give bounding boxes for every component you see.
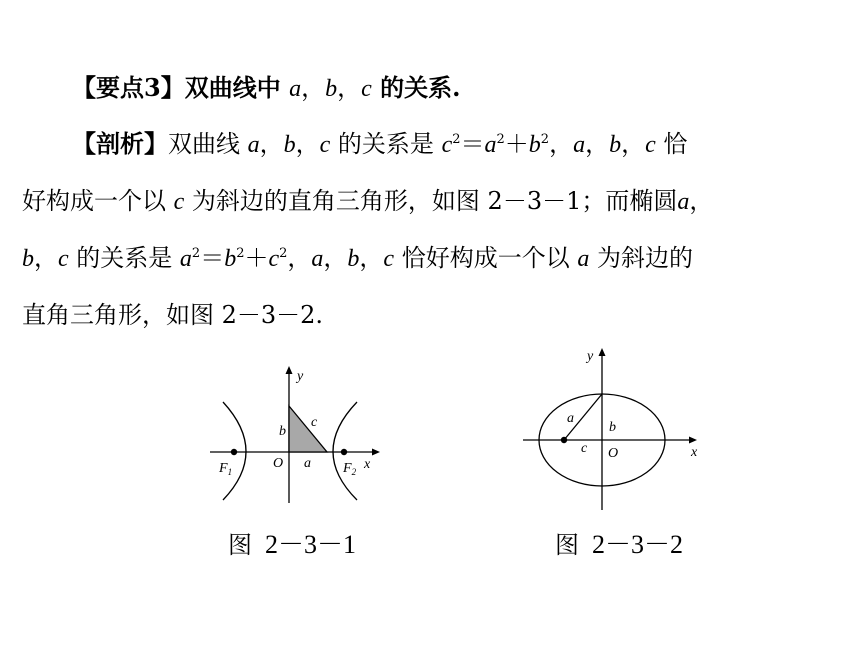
analysis-line-2 xyxy=(22,186,713,217)
y-label: y xyxy=(297,369,304,384)
separator: ， xyxy=(259,130,284,158)
y-label: y xyxy=(587,349,594,364)
analysis-heading: 【剖析】 xyxy=(72,129,168,158)
focus xyxy=(561,437,567,443)
figure2-caption xyxy=(555,530,683,560)
f1-label: $F_1$ xyxy=(219,461,233,477)
var-c: c xyxy=(645,132,656,158)
x-label: x xyxy=(691,445,698,460)
var-b: b xyxy=(22,246,34,272)
caption-prefix: 图 xyxy=(228,531,252,559)
var-c: c xyxy=(361,76,372,102)
b-label: b xyxy=(609,420,616,435)
focus-f2 xyxy=(341,449,347,455)
separator: ， xyxy=(359,244,384,272)
var-a: a xyxy=(289,76,302,102)
b-label: b xyxy=(279,424,286,439)
caption-prefix: 图 xyxy=(555,531,579,559)
var-a: a xyxy=(577,246,590,272)
analysis-line-4 xyxy=(22,300,323,330)
var-b: b xyxy=(609,132,622,158)
var-c: c xyxy=(383,246,395,272)
separator: ， xyxy=(689,187,714,215)
point-heading: 【要点3】双曲线中 xyxy=(72,73,290,102)
x-axis-arrow xyxy=(689,437,697,444)
text: 为斜边的直角三角形，如图 2－3－1；而椭圆 xyxy=(184,187,678,215)
c-label: c xyxy=(581,441,588,456)
var-c: c xyxy=(58,246,69,272)
point-tail: 的关系. xyxy=(371,73,461,102)
separator: ， xyxy=(585,130,610,158)
var-c: c xyxy=(319,132,331,158)
point-heading-line xyxy=(72,73,460,104)
text: 的关系是 xyxy=(68,244,180,272)
var-a: a xyxy=(677,189,690,215)
c-label: c xyxy=(311,415,318,430)
var-c: c xyxy=(173,189,185,215)
analysis-line-1 xyxy=(72,129,687,160)
y-axis-arrow xyxy=(286,366,293,374)
text: 的关系是 xyxy=(330,130,442,158)
var-a: a xyxy=(311,246,324,272)
right-triangle xyxy=(289,406,327,452)
ellipse-figure xyxy=(515,340,715,515)
caption-number: 2－3－2 xyxy=(592,530,684,559)
caption-number: 2－3－1 xyxy=(265,530,357,559)
separator: ， xyxy=(34,244,58,272)
x-label: x xyxy=(364,457,371,472)
focus-f1 xyxy=(231,449,237,455)
ellipse-equation: $a^2=b^2+c^2$ xyxy=(179,244,288,272)
origin-label: O xyxy=(608,446,619,461)
hyperbola-figure xyxy=(205,360,385,510)
text: 恰好构成一个以 xyxy=(394,244,578,272)
y-axis-arrow xyxy=(599,348,606,356)
separator: ， xyxy=(301,74,326,102)
separator: ， xyxy=(295,130,320,158)
analysis-line-3 xyxy=(22,243,693,274)
x-axis-arrow xyxy=(372,449,380,456)
text: ， xyxy=(549,130,574,158)
figure1-caption xyxy=(228,530,356,560)
separator: ， xyxy=(621,130,646,158)
hyperbola-equation: $c^2=a^2+b^2$ xyxy=(441,130,550,158)
var-b: b xyxy=(347,246,360,272)
origin-label: O xyxy=(273,456,284,471)
text: 直角三角形，如图 2－3－2. xyxy=(22,301,324,329)
separator: ， xyxy=(287,244,312,272)
text: 好构成一个以 xyxy=(22,187,174,215)
f2-label: $F_2$ xyxy=(343,461,357,477)
a-label: a xyxy=(304,456,311,471)
text: 双曲线 xyxy=(168,130,248,158)
var-b: b xyxy=(325,76,338,102)
separator: ， xyxy=(337,74,362,102)
var-a: a xyxy=(573,132,586,158)
a-label: a xyxy=(567,411,574,426)
separator: ， xyxy=(323,244,348,272)
var-a: a xyxy=(247,132,260,158)
text: 为斜边的 xyxy=(589,244,693,272)
var-b: b xyxy=(283,132,296,158)
text: 恰 xyxy=(655,130,688,158)
